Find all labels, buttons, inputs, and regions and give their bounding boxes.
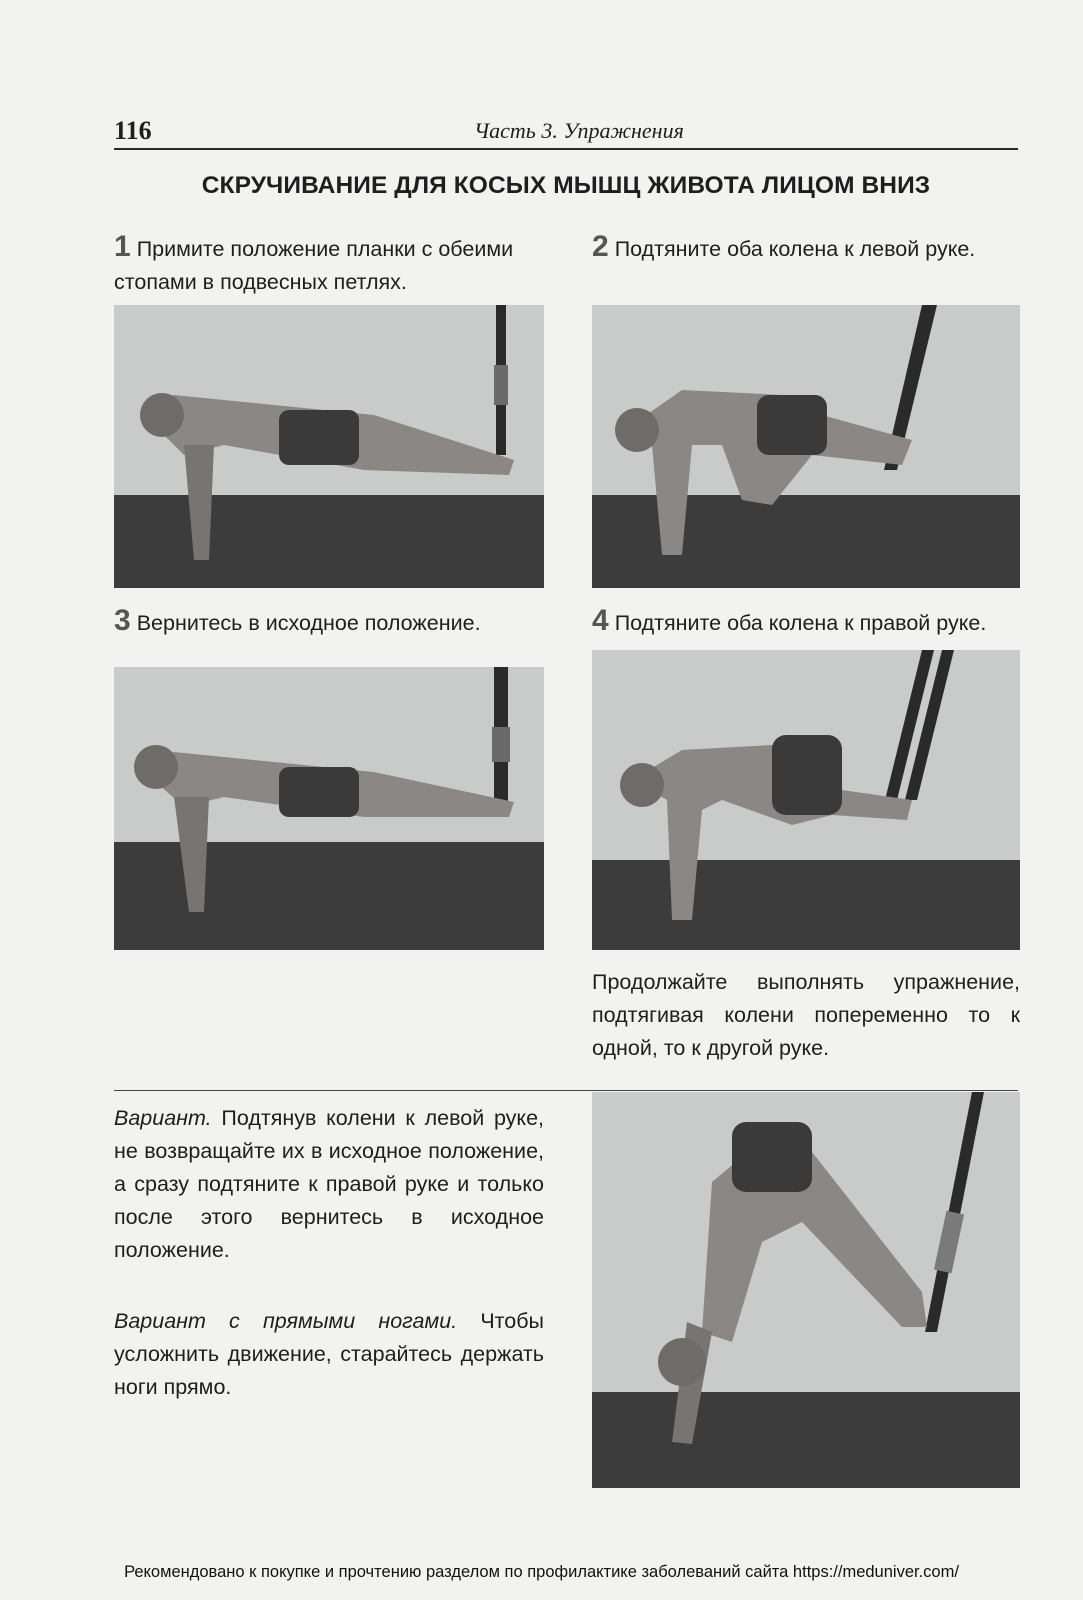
variant-straight-legs	[114, 1305, 544, 1404]
continue-instructions: Продолжайте выполнять упражнение, подтягивая колени попеременно то к одной, то к другой руке.	[592, 970, 1020, 1060]
step-text: Подтяните оба колена к правой руке.	[614, 611, 987, 635]
step-number: 2	[592, 230, 609, 263]
step-4	[592, 604, 1020, 640]
variant-text: Подтянув колени к левой руке, не возвращайте их в исходное положение, а сразу подтяните к правой руке и только после этого вернитесь в исходное положение.	[114, 1106, 544, 1262]
step-text: Подтяните оба колена к левой руке.	[614, 237, 976, 261]
footer-note: Рекомендовано к покупке и прочтению разделом по профилактике заболеваний сайта https://meduniver.com/	[124, 1563, 959, 1581]
variant-lead: Вариант.	[114, 1106, 212, 1130]
variant-lead: Вариант с прямыми ногами.	[114, 1309, 458, 1333]
photo-plank-position	[114, 305, 544, 588]
step-2	[592, 230, 1020, 266]
running-header	[114, 112, 1018, 148]
variant-text: Чтобы усложнить движение, старайтесь держать ноги прямо.	[114, 1309, 544, 1399]
step-text: Вернитесь в исходное положение.	[136, 611, 481, 635]
section-rule	[114, 1090, 1018, 1091]
page-number: 116	[114, 116, 152, 145]
variant-alternate	[114, 1102, 544, 1267]
step-1	[114, 230, 544, 299]
step-number: 1	[114, 230, 131, 263]
step-3	[114, 604, 542, 640]
step-number: 3	[114, 604, 131, 637]
exercise-title: СКРУЧИВАНИЕ ДЛЯ КОСЫХ МЫШЦ ЖИВОТА ЛИЦОМ ВНИЗ	[201, 172, 931, 199]
step-number: 4	[592, 604, 609, 637]
photo-straight-legs-pike	[592, 1092, 1020, 1488]
photo-return-start	[114, 667, 544, 950]
header-rule	[114, 148, 1018, 150]
photo-knees-to-left-hand	[592, 305, 1020, 588]
part-title: Часть 3. Упражнения	[474, 118, 684, 143]
step-text: Примите положение планки с обеими стопами в подвесных петлях.	[114, 237, 514, 294]
photo-knees-to-right-hand	[592, 650, 1020, 950]
